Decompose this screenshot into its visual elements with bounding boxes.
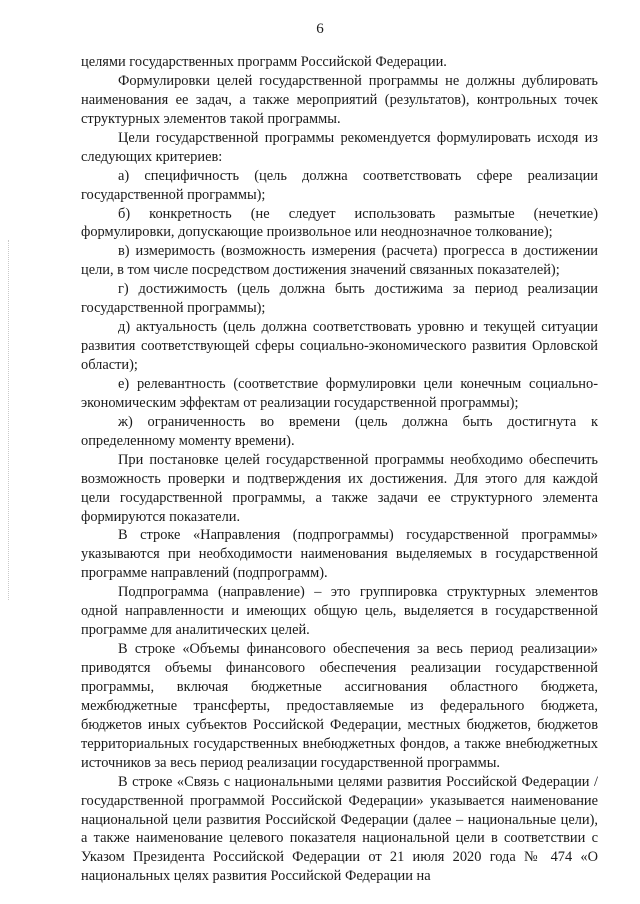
paragraph: В строке «Объемы финансового обеспечения за весь период реализации» приводятся объемы финансового обеспечения реализации государственной программы, включая бюджетные ассигнования областного бюджета, межбюджетные трансферты, предоставляемые из федерального бюджета, бюджетов иных субъектов Российской Федерации, местных бюджетов, бюджетов территориальных государственных внебюджетных фондов, а также внебюджетных источников за весь период реализации государственной программы. (81, 641, 598, 771)
paragraph: Формулировки целей государственной программы не должны дублировать наименования ее задач, а также мероприятий (результатов), контрольных точек структурных элементов такой программы. (81, 72, 598, 127)
page-number: 6 (316, 21, 324, 37)
paragraph: Подпрограмма (направление) – это группировка структурных элементов одной направленности и имеющих общую цель, выделяется в государственной программе для аналитических целей. (81, 584, 598, 639)
list-item-criterion: д) актуальность (цель должна соответствовать уровню и текущей ситуации развития соответствующей сферы социально-экономического развития Орловской области); (81, 319, 598, 373)
list-item-criterion: ж) ограниченность во времени (цель должна быть достигнута к определенному моменту времени). (81, 413, 598, 449)
paragraph: В строке «Связь с национальными целями развития Российской Федерации / государственной программой Российской Федерации» указывается наименование национальной цели развития Российской Федерации (далее – национальные цели), а также наименование целевого показателя национальной цели в соответствии с Указом Президента Российской Федерации от 21 июля 2020 года № 474 «О национальных целях развития Российской Федерации на (81, 773, 598, 885)
list-item-criterion: а) специфичность (цель должна соответствовать сфере реализации государственной программы); (81, 167, 598, 203)
paragraph: При постановке целей государственной программы необходимо обеспечить возможность проверки и подтверждения их достижения. Для этого для каждой цели государственной программы, а также задачи ее структурного элемента формируются показатели. (81, 451, 598, 525)
document-body (81, 53, 598, 886)
paragraph: целями государственных программ Российской Федерации. (81, 54, 447, 70)
list-item-criterion: е) релевантность (соответствие формулировки цели конечным социально-экономическим эффектам от реализации государственной программы); (81, 375, 598, 411)
list-item-criterion: б) конкретность (не следует использовать размытые (нечеткие) формулировки, допускающие произвольное или неоднозначное толкование); (81, 205, 598, 241)
scan-margin-mark (8, 240, 10, 600)
paragraph: Цели государственной программы рекомендуется формулировать исходя из следующих критериев: (81, 129, 598, 165)
paragraph: В строке «Направления (подпрограммы) государственной программы» указываются при необходимости наименования выделяемых в государственной программе направлений (подпрограмм). (81, 527, 598, 582)
list-item-criterion: г) достижимость (цель должна быть достижима за период реализации государственной программы); (81, 281, 598, 317)
list-item-criterion: в) измеримость (возможность измерения (расчета) прогресса в достижении цели, в том числе посредством достижения значений связанных показателей); (81, 243, 598, 279)
